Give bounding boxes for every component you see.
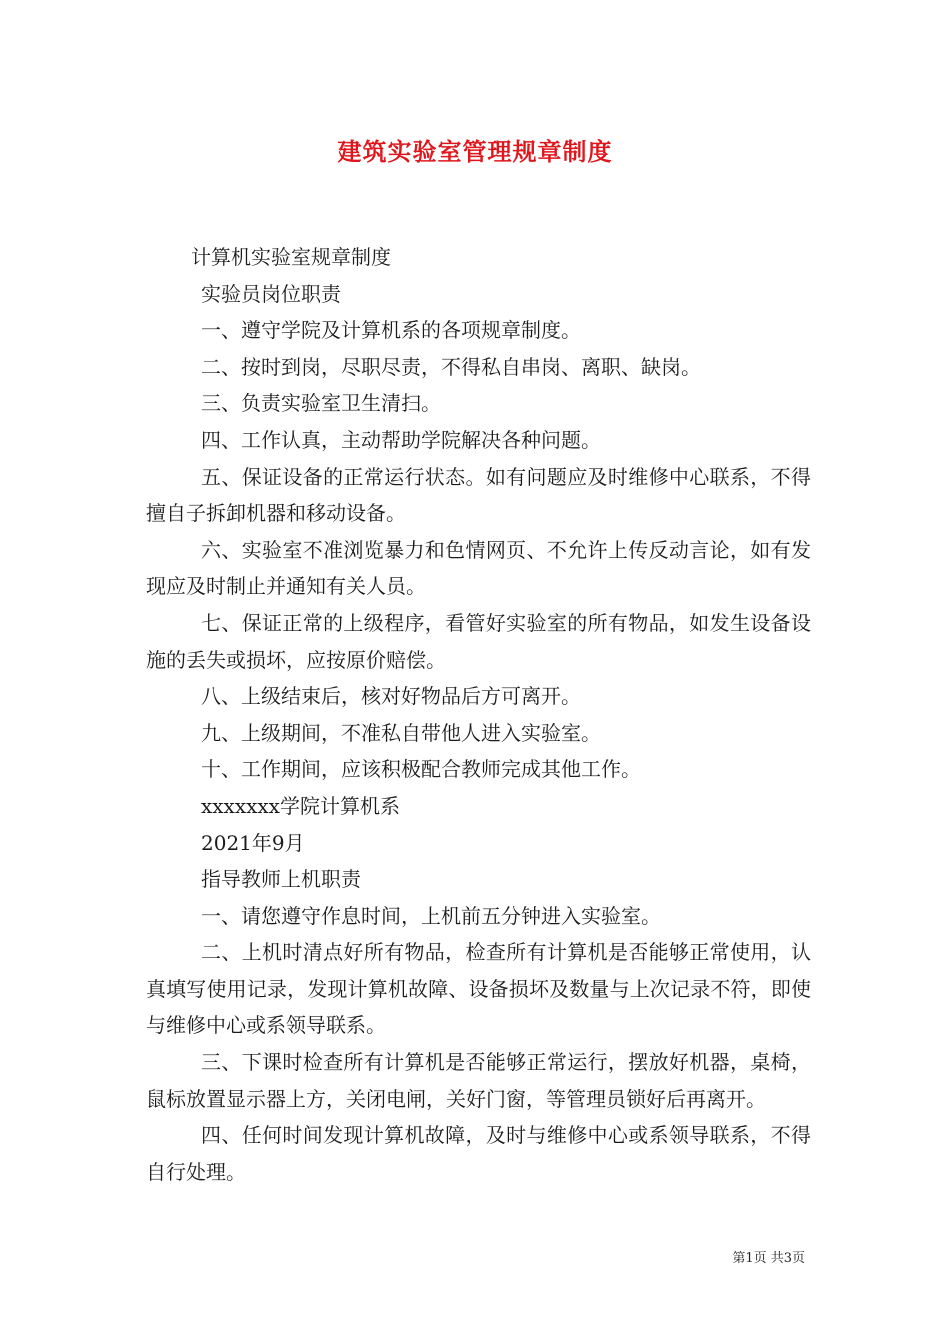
paragraph: 四、工作认真，主动帮助学院解决各种问题。 — [201, 427, 601, 452]
document-body — [146, 239, 811, 1190]
paragraph: xxxxxxx学院计算机系 — [201, 793, 400, 818]
paragraph: 三、下课时检查所有计算机是否能够正常运行，摆放好机器，桌椅，鼠标放置显示器上方，关闭电闸，关好门窗，等管理员锁好后再离开。 — [146, 1050, 811, 1111]
paragraph: 三、负责实验室卫生清扫。 — [201, 391, 441, 416]
paragraph: 二、上机时清点好所有物品，检查所有计算机是否能够正常使用，认真填写使用记录，发现计算机故障、设备损坏及数量与上次记录不符，即使与维修中心或系领导联系。 — [146, 940, 811, 1038]
paragraph: 七、保证正常的上级程序，看管好实验室的所有物品，如发生设备设施的丢失或损坏，应按原价赔偿。 — [146, 610, 811, 672]
paragraph: 二、按时到岗，尽职尽责，不得私自串岗、离职、缺岗。 — [201, 354, 701, 379]
document-title: 建筑实验室管理规章制度 — [337, 137, 613, 166]
paragraph: 六、实验室不准浏览暴力和色情网页、不允许上传反动言论，如有发现应及时制止并通知有关人员。 — [146, 537, 811, 599]
paragraph: 十、工作期间，应该积极配合教师完成其他工作。 — [201, 757, 641, 782]
page-number-footer: 第1页 共3页 — [732, 1251, 805, 1266]
paragraph: 四、任何时间发现计算机故障，及时与维修中心或系领导联系，不得自行处理。 — [146, 1123, 811, 1184]
paragraph: 一、遵守学院及计算机系的各项规章制度。 — [201, 318, 581, 343]
paragraph: 五、保证设备的正常运行状态。如有问题应及时维修中心联系，不得擅自子拆卸机器和移动设备。 — [146, 464, 811, 526]
paragraph: 八、上级结束后，核对好物品后方可离开。 — [201, 684, 581, 709]
paragraph: 2021年9月 — [201, 830, 305, 855]
paragraph: 一、请您遵守作息时间，上机前五分钟进入实验室。 — [201, 903, 661, 928]
paragraph: 计算机实验室规章制度 — [191, 245, 391, 269]
paragraph: 实验员岗位职责 — [201, 281, 341, 306]
paragraph: 指导教师上机职责 — [201, 867, 361, 892]
paragraph: 九、上级期间，不准私自带他人进入实验室。 — [201, 720, 601, 745]
